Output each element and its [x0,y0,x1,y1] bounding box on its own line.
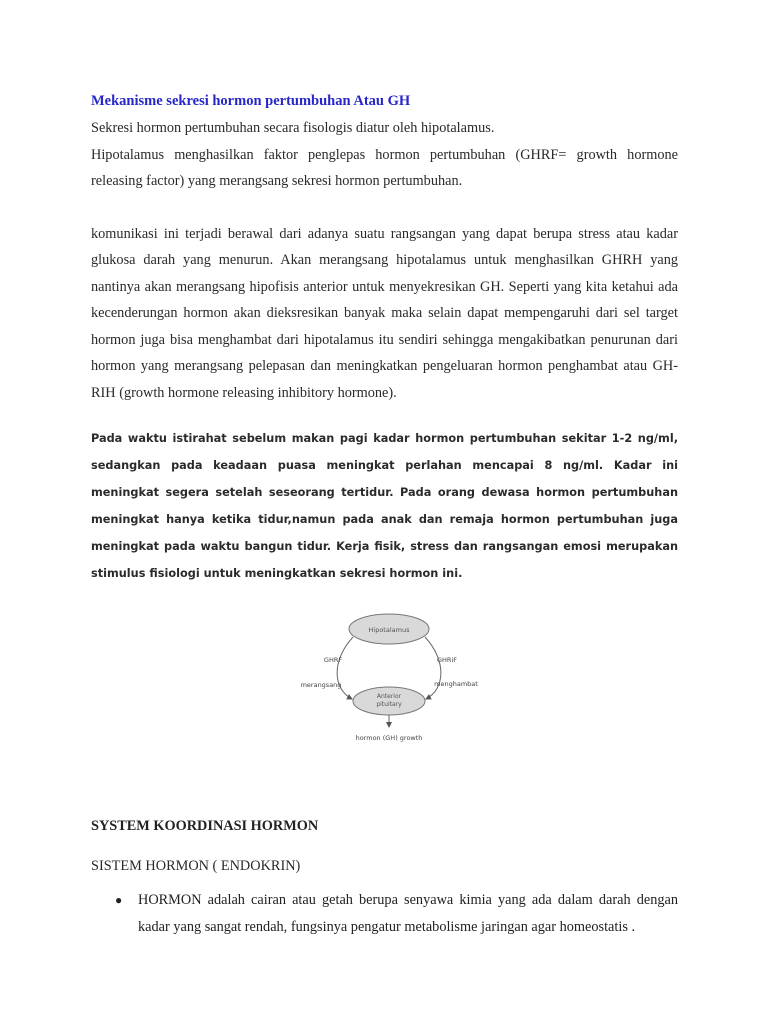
pituitary-label-line2: pituitary [376,701,402,708]
inhibit-arrow [425,637,441,699]
output-label: hormon (GH) growth [355,734,423,742]
spacer [91,406,678,425]
paragraph-2: Hipotalamus menghasilkan faktor penglepas hormon pertumbuhan (GHRF= growth hormone releasing factor) yang merangsang sekresi hormon pertumbuhan. [91,146,678,189]
ghrf-label: GHRF [323,656,343,664]
gh-diagram-figure [300,609,478,749]
paragraph-3: komunikasi ini terjadi berawal dari adanya suatu rangsangan yang dapat berupa stress atau kadar glukosa darah yang menurun. Akan merangsang hipotalamus untuk menghasilkan GHRH yang nantinya akan merangsang hipofisis anterior untuk menyekresikan GH. Seperti yang kita ketahui ada kecenderungan hormon akan dieksresikan banyak maka selain dapat mempengaruhi dari sel target hormon juga bisa menghambat dari hipotalamus itu sendiri sehingga mengakibatkan penurunan dari hormon yang merangsang pelepasan dan meningkatkan pengeluaran hormon penghambat atau GH-RIH (growth hormone releasing inhibitory hormone). [91,225,678,401]
paragraph-4: Pada waktu istirahat sebelum makan pagi kadar hormon pertumbuhan sekitar 1-2 ng/ml, sedangkan pada keadaan puasa meningkat perlahan mencapai 8 ng/ml. Kadar ini meningkat segera setelah seseorang tertidur. Pada orang dewasa hormon pertumbuhan meningkat hanya ketika tidur,namun pada anak dan remaja hormon pertumbuhan juga meningkat pada waktu bangun tidur. Kerja fisik, stress dan rangsangan emosi merupakan stimulus fisiologi untuk meningkatkan sekresi hormon ini. [91,432,678,580]
stimulate-label: merangsang [300,681,342,689]
list-item-text: HORMON adalah cairan atau getah berupa senyawa kimia yang ada dalam darah dengan kadar yang sangat rendah, fungsinya pengatur metabolisme jaringan agar homeostatis . [138,892,678,935]
paragraph-1: Sekresi hormon pertumbuhan secara fisologis diatur oleh hipotalamus. [91,120,495,136]
pituitary-label-line1: Anterior [376,693,402,700]
heading-system-koordinasi: SYSTEM KOORDINASI HORMON [91,818,319,834]
spacer [91,195,678,221]
inhibit-label: menghambat [434,680,478,688]
bullet-list [91,887,678,940]
list-item [91,887,678,940]
ghrif-label: GHRiF [437,656,457,664]
gh-diagram [91,609,678,759]
heading-sistem-hormon: SISTEM HORMON ( ENDOKRIN) [91,858,301,874]
bullet-icon: ● [115,893,123,907]
document-content [91,88,678,940]
heading-gh-mechanism: Mekanisme sekresi hormon pertumbuhan Atau GH [91,93,411,109]
hypothalamus-label: Hipotalamus [368,626,410,634]
stimulate-arrow [337,637,353,699]
